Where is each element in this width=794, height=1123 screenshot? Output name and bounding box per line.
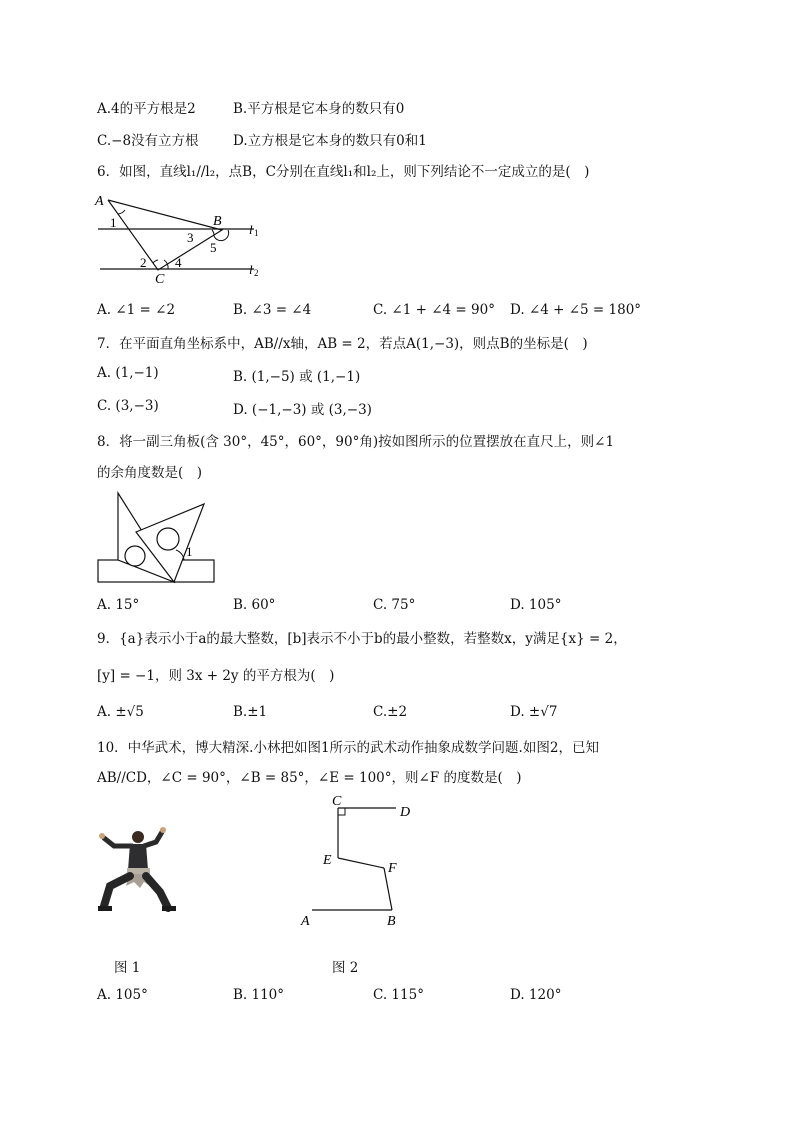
q8-option-b: B. 60° xyxy=(233,597,276,613)
q7-stem: 7．在平面直角坐标系中，AB//x轴，AB = 2，若点A(1,−3)，则点B的坐标是( ) xyxy=(97,336,588,352)
q6-label-l1: l xyxy=(249,222,253,237)
q9-stem-line2: [y] = −1，则 3x + 2y 的平方根为( ) xyxy=(97,668,335,684)
q6-stem: 6．如图，直线l₁//l₂，点B，C分别在直线l₁和l₂上，则下列结论不一定成立的是( ) xyxy=(97,164,590,180)
q5-option-b: B.平方根是它本身的数只有0 xyxy=(233,101,405,117)
q6-label-c: C xyxy=(155,272,165,287)
q10-label-a: A xyxy=(301,914,310,929)
q6-label-l1-sub: 1 xyxy=(254,228,259,238)
q6-angle-5: 5 xyxy=(210,240,217,255)
q10-martial-arts-photo xyxy=(96,826,178,914)
q6-angle-1: 1 xyxy=(110,215,117,230)
q5-option-c: C.−8没有立方根 xyxy=(97,133,199,149)
q8-option-a: A. 15° xyxy=(97,597,140,613)
q8-angle-1: 1 xyxy=(186,544,193,559)
q6-figure xyxy=(92,190,282,290)
q6-option-c: C. ∠1 + ∠4 = 90° xyxy=(373,302,495,318)
q6-label-l2-sub: 2 xyxy=(254,268,259,278)
q6-label-b: B xyxy=(213,214,222,229)
q10-figure-2 xyxy=(296,790,426,930)
q10-fig2-caption: 图 2 xyxy=(332,960,359,976)
q6-option-d: D. ∠4 + ∠5 = 180° xyxy=(510,302,642,318)
q7-option-d: D. (−1,−3) 或 (3,−3) xyxy=(233,402,372,418)
q10-option-b: B. 110° xyxy=(233,987,285,1003)
q10-option-d: D. 120° xyxy=(510,987,562,1003)
q10-fig1-caption: 图 1 xyxy=(114,960,141,976)
q8-option-c: C. 75° xyxy=(373,597,416,613)
q8-stem-line2: 的余角度数是( ) xyxy=(97,465,203,481)
q6-angle-4: 4 xyxy=(175,255,182,270)
q6-label-l2: l xyxy=(249,262,253,277)
q6-option-b: B. ∠3 = ∠4 xyxy=(233,302,312,318)
q7-option-b: B. (1,−5) 或 (1,−1) xyxy=(233,369,361,385)
q10-label-c: C xyxy=(332,794,342,809)
q10-label-e: E xyxy=(323,853,332,868)
q9-option-c: C.±2 xyxy=(373,704,408,720)
q10-stem-line2: AB//CD，∠C = 90°，∠B = 85°，∠E = 100°，则∠F 的度数是( ) xyxy=(97,770,522,786)
q9-stem-line1: 9．{a}表示小于a的最大整数，[b]表示不小于b的最小整数，若整数x，y满足{x} = 2， xyxy=(97,631,627,647)
q9-option-d: D. ±√7 xyxy=(510,704,558,720)
q9-option-b: B.±1 xyxy=(233,704,268,720)
q8-figure xyxy=(96,490,220,586)
q10-label-b: B xyxy=(387,914,396,929)
q8-stem-line1: 8．将一副三角板(含 30°，45°，60°，90°角)按如图所示的位置摆放在直尺上，则∠1 xyxy=(97,434,615,450)
q10-stem-line1: 10．中华武术，博大精深.小林把如图1所示的武术动作抽象成数学问题.如图2，已知 xyxy=(97,740,599,756)
q7-option-a: A. (1,−1) xyxy=(97,365,159,381)
q10-option-c: C. 115° xyxy=(373,987,424,1003)
q10-option-a: A. 105° xyxy=(97,987,148,1003)
q10-label-f: F xyxy=(388,861,397,876)
q6-angle-3: 3 xyxy=(187,230,194,245)
q5-option-a: A.4的平方根是2 xyxy=(97,101,196,117)
q6-angle-2: 2 xyxy=(140,255,147,270)
q8-option-d: D. 105° xyxy=(510,597,562,613)
q7-option-c: C. (3,−3) xyxy=(97,398,159,414)
q6-label-a: A xyxy=(95,194,104,209)
q10-label-d: D xyxy=(400,805,411,820)
q6-option-a: A. ∠1 = ∠2 xyxy=(97,302,176,318)
q5-option-d: D.立方根是它本身的数只有0和1 xyxy=(233,133,427,149)
q9-option-a: A. ±√5 xyxy=(97,704,144,720)
